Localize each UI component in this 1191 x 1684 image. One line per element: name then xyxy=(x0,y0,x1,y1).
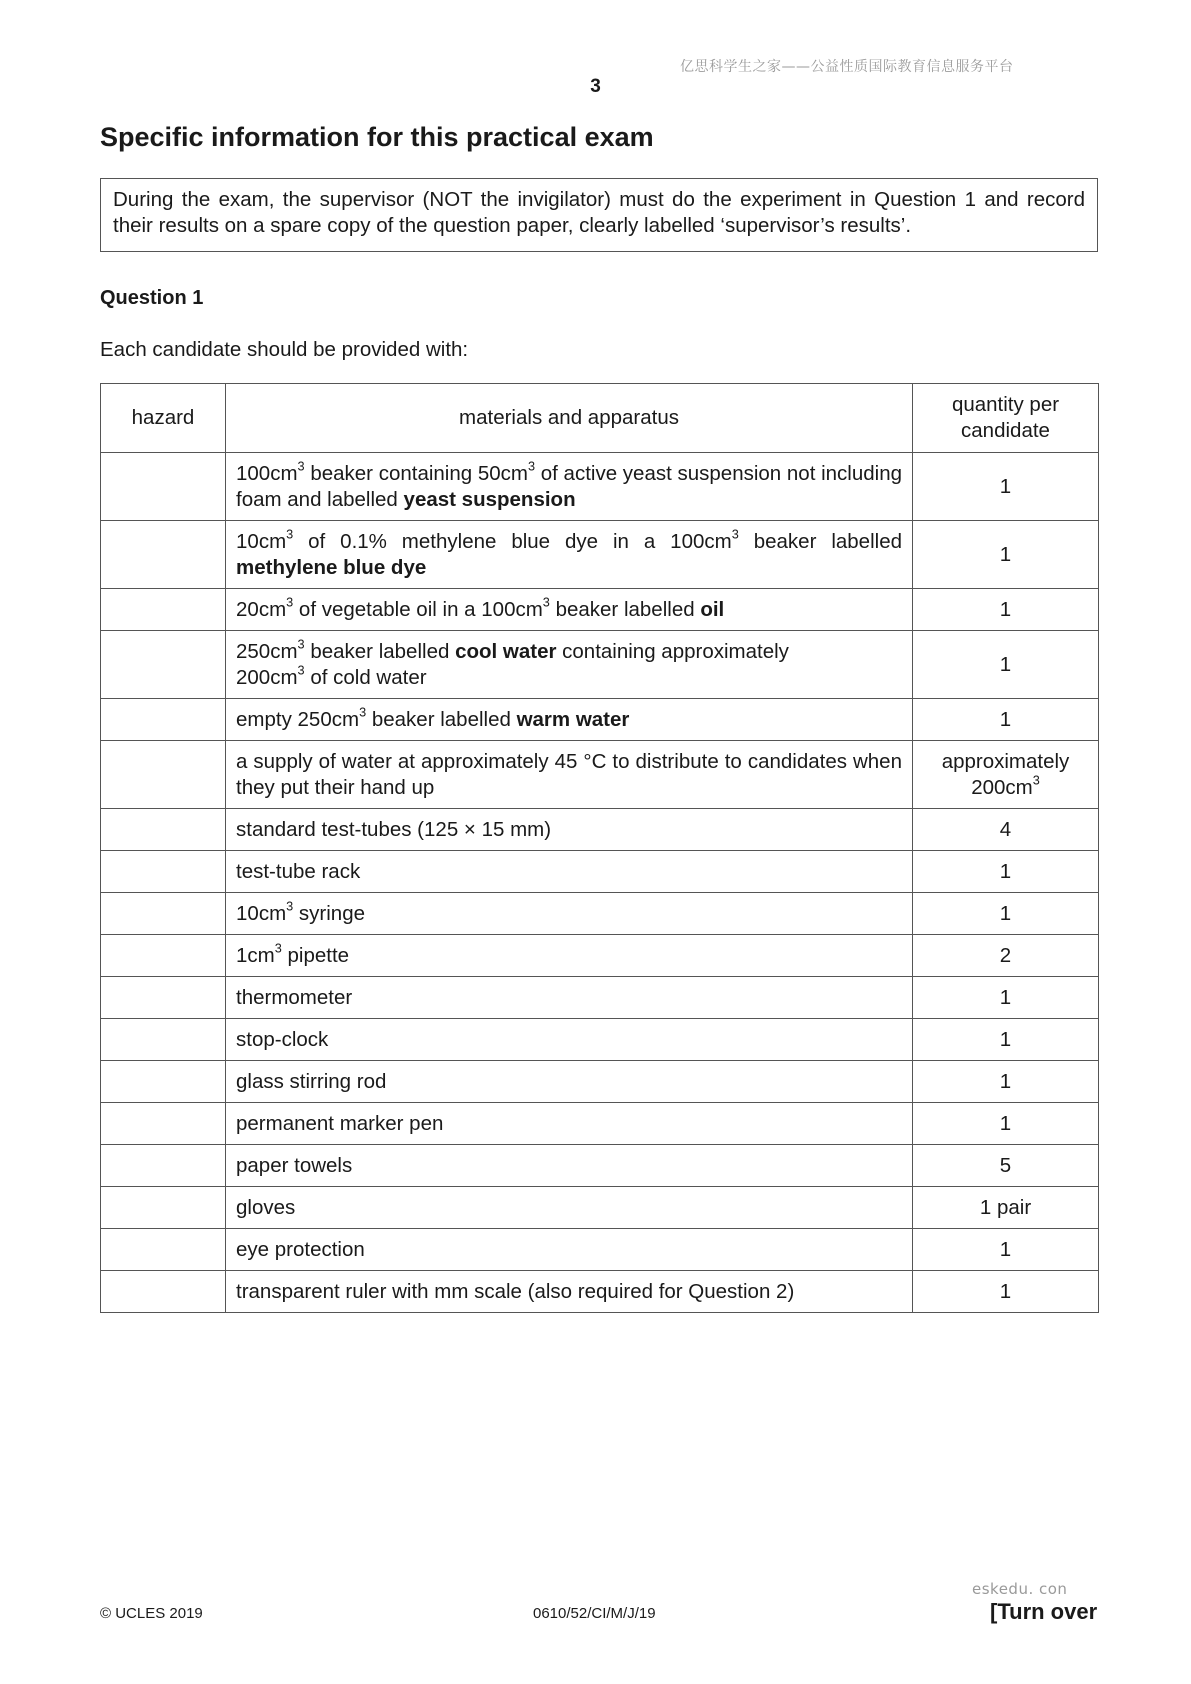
quantity-cell: 1 xyxy=(913,851,1099,893)
supervisor-notice-box xyxy=(100,178,1098,252)
material-cell: $1cm^3$ pipette xyxy=(226,935,913,977)
table-row xyxy=(101,935,1099,977)
material-cell: standard test-tubes (125 × 15 mm) xyxy=(226,809,913,851)
hazard-cell xyxy=(101,453,226,521)
hazard-cell xyxy=(101,521,226,589)
header-quantity-line2: candidate xyxy=(961,419,1050,442)
material-cell: $20cm^3$ of vegetable oil in a $100cm^3$ beaker labelled oil xyxy=(226,589,913,631)
header-quantity xyxy=(913,384,1099,453)
table-header-row xyxy=(101,384,1099,453)
quantity-cell: 1 xyxy=(913,631,1099,699)
table-row xyxy=(101,809,1099,851)
table-row xyxy=(101,1187,1099,1229)
header-quantity-line1: quantity per xyxy=(951,393,1060,416)
hazard-cell xyxy=(101,1187,226,1229)
material-cell: gloves xyxy=(226,1187,913,1229)
quantity-cell: 1 xyxy=(913,699,1099,741)
hazard-cell xyxy=(101,631,226,699)
quantity-cell: 1 pair xyxy=(913,1187,1099,1229)
turn-over-label: [Turn over xyxy=(990,1599,1098,1624)
quantity-cell: 1 xyxy=(913,1271,1099,1313)
table-row xyxy=(101,521,1099,589)
table-row xyxy=(101,589,1099,631)
quantity-cell: 1 xyxy=(913,453,1099,521)
table-row xyxy=(101,1271,1099,1313)
quantity-cell: 5 xyxy=(913,1145,1099,1187)
hazard-cell xyxy=(101,741,226,809)
quantity-cell: 1 xyxy=(913,977,1099,1019)
material-cell: glass stirring rod xyxy=(226,1061,913,1103)
table-row xyxy=(101,1229,1099,1271)
hazard-cell xyxy=(101,893,226,935)
question-title: Question 1 xyxy=(100,287,204,309)
question-intro: Each candidate should be provided with: xyxy=(100,338,469,361)
material-cell: transparent ruler with mm scale (also required for Question 2) xyxy=(226,1271,913,1313)
quantity-cell: approximately $200cm^3$ xyxy=(913,741,1099,809)
table-row xyxy=(101,893,1099,935)
table-row xyxy=(101,1145,1099,1187)
copyright-notice: © UCLES 2019 xyxy=(100,1605,203,1622)
table-row xyxy=(101,631,1099,699)
quantity-cell: 1 xyxy=(913,1229,1099,1271)
material-cell: eye protection xyxy=(226,1229,913,1271)
table-row xyxy=(101,977,1099,1019)
material-cell: paper towels xyxy=(226,1145,913,1187)
hazard-cell xyxy=(101,977,226,1019)
material-cell: $10cm^3$ syringe xyxy=(226,893,913,935)
quantity-cell: 2 xyxy=(913,935,1099,977)
material-cell: stop-clock xyxy=(226,1019,913,1061)
hazard-cell xyxy=(101,1145,226,1187)
materials-table xyxy=(100,383,1099,1313)
quantity-cell: 1 xyxy=(913,521,1099,589)
hazard-cell xyxy=(101,935,226,977)
material-cell: empty $250cm^3$ beaker labelled warm water xyxy=(226,699,913,741)
hazard-cell xyxy=(101,589,226,631)
hazard-cell xyxy=(101,699,226,741)
quantity-cell: 1 xyxy=(913,893,1099,935)
watermark-bottom: eskedu. con xyxy=(972,1580,1068,1598)
quantity-cell: 1 xyxy=(913,1103,1099,1145)
quantity-cell: 4 xyxy=(913,809,1099,851)
material-cell: test-tube rack xyxy=(226,851,913,893)
material-cell: $250cm^3$ beaker labelled cool water containing approximately $200cm^3$ of cold water xyxy=(226,631,913,699)
table-row xyxy=(101,699,1099,741)
page-number: 3 xyxy=(590,76,601,97)
page-title: Specific information for this practical exam xyxy=(100,122,654,152)
table-row xyxy=(101,1019,1099,1061)
hazard-cell xyxy=(101,1271,226,1313)
material-cell: $100cm^3$ beaker containing $50cm^3$ of active yeast suspension not including foam and labelled yeast suspension xyxy=(226,453,913,521)
quantity-cell: 1 xyxy=(913,589,1099,631)
hazard-cell xyxy=(101,1229,226,1271)
material-cell: a supply of water at approximately 45 °C to distribute to candidates when they put their hand up xyxy=(226,741,913,809)
header-hazard: hazard xyxy=(101,384,226,453)
material-cell: thermometer xyxy=(226,977,913,1019)
quantity-cell: 1 xyxy=(913,1019,1099,1061)
table-row xyxy=(101,1103,1099,1145)
quantity-cell: 1 xyxy=(913,1061,1099,1103)
header-materials: materials and apparatus xyxy=(226,384,913,453)
table-row xyxy=(101,741,1099,809)
watermark-top: 亿思科学生之家——公益性质国际教育信息服务平台 xyxy=(680,59,1014,75)
hazard-cell xyxy=(101,1103,226,1145)
table-row xyxy=(101,1061,1099,1103)
hazard-cell xyxy=(101,851,226,893)
hazard-cell xyxy=(101,1019,226,1061)
hazard-cell xyxy=(101,809,226,851)
table-row xyxy=(101,453,1099,521)
material-cell: $10cm^3$ of 0.1% methylene blue dye in a $100cm^3$ beaker labelled methylene blue dye xyxy=(226,521,913,589)
material-cell: permanent marker pen xyxy=(226,1103,913,1145)
table-row xyxy=(101,851,1099,893)
hazard-cell xyxy=(101,1061,226,1103)
paper-code: 0610/52/CI/M/J/19 xyxy=(533,1605,656,1622)
supervisor-notice-text: During the exam, the supervisor (NOT the invigilator) must do the experiment in Question 1 and record their results on a spare copy of the question paper, clearly labelled ‘supervisor’s results’. xyxy=(113,188,1085,237)
